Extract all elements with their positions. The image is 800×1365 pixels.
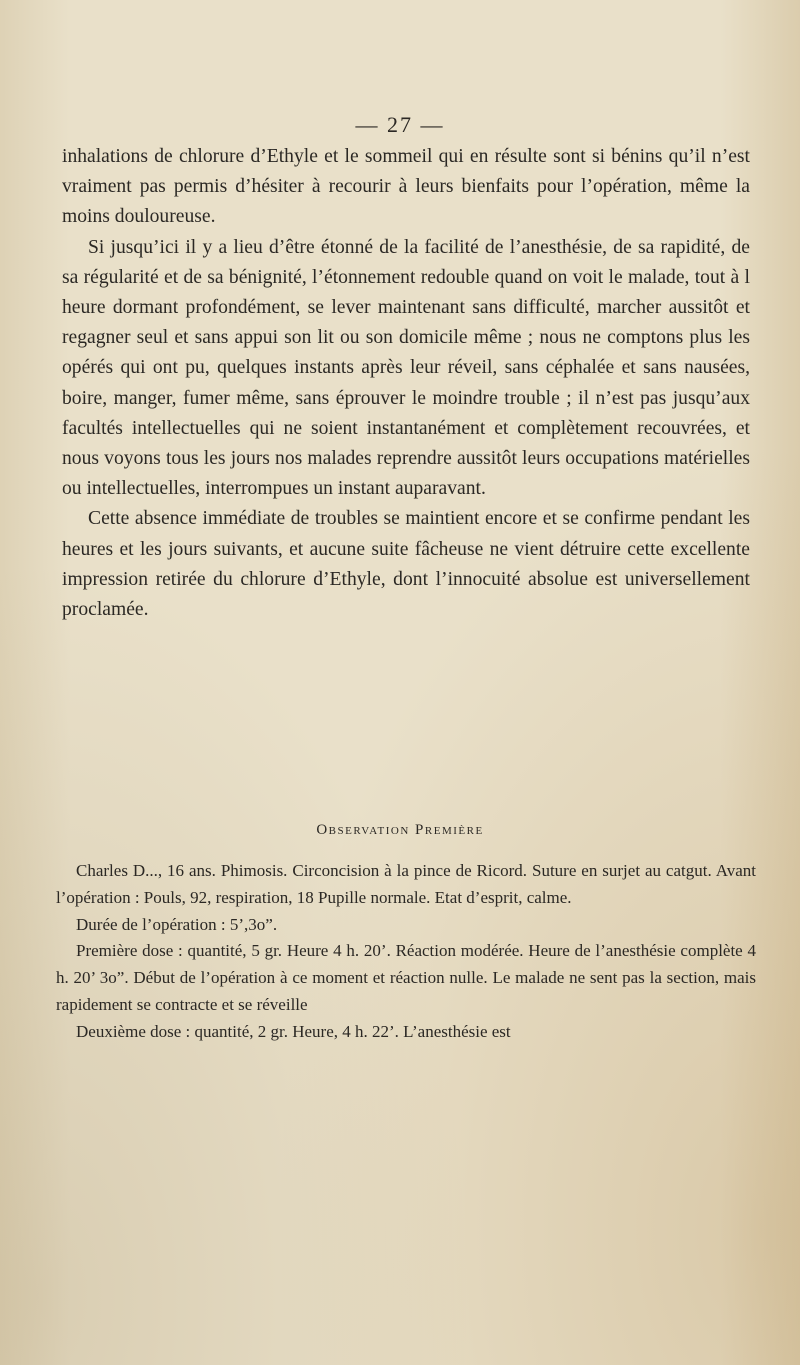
observation-paragraph-1: Charles D..., 16 ans. Phimosis. Circoncision à la pince de Ricord. Suture en surjet au catgut. Avant l’opération : Pouls, 92, respiration, 18 Pupille normale. Etat d’esprit, calme. (56, 861, 756, 907)
paragraph-1: inhalations de chlorure d’Ethyle et le sommeil qui en résulte sont si bénins qu’il n’est vraiment pas permis d’hésiter à recourir à leurs bienfaits pour l’opération, même la moins douloureuse. (62, 146, 750, 228)
observation-paragraph-2: Durée de l’opération : 5’,3o”. (76, 914, 278, 934)
observation-paragraph-4: Deuxième dose : quantité, 2 gr. Heure, 4 h. 22’. L’anesthésie est (76, 1021, 511, 1041)
paragraph-3: Cette absence immédiate de troubles se maintient encore et se confirme pendant les heures et les jours suivants, et aucune suite fâcheuse ne vient détruire cette excellente impression retirée du chlorure d’Ethyle, dont l’innocuité absolue est universellement proclamée. (62, 508, 750, 621)
paragraph-2: Si jusqu’ici il y a lieu d’être étonné de la facilité de l’anesthésie, de sa rapidité, de sa régularité et de sa bénignité, l’étonnement redouble quand on voit le malade, tout à l heure dormant profondément, se lever maintenant sans difficulté, marcher aussitôt et regagner seul et sans appui son lit ou son domicile même ; nous ne comptons plus les opérés qui ont pu, quelques instants après leur réveil, sans céphalée et sans nausées, boire, manger, fumer même, sans éprouver le moindre trouble ; il n’est pas jusqu’aux facultés intellectuelles qui ne soient instantanément et complètement recouvrées, et nous voyons tous les jours nos malades reprendre aussitôt leurs occupations matérielles ou intellectuelles, interrompues un instant auparavant. (62, 236, 750, 500)
observation-paragraph-3: Première dose : quantité, 5 gr. Heure 4 h. 20’. Réaction modérée. Heure de l’anesthésie complète 4 h. 20’ 3o”. Début de l’opération à ce moment et réaction nulle. Le malade ne sent pas la section, mais rapidement se contracte et se réveille (56, 941, 756, 1014)
page-number: — 27 — (355, 112, 445, 137)
observation-heading: Observation Première (316, 822, 484, 838)
observation-text (56, 858, 756, 1046)
main-text (62, 142, 750, 625)
